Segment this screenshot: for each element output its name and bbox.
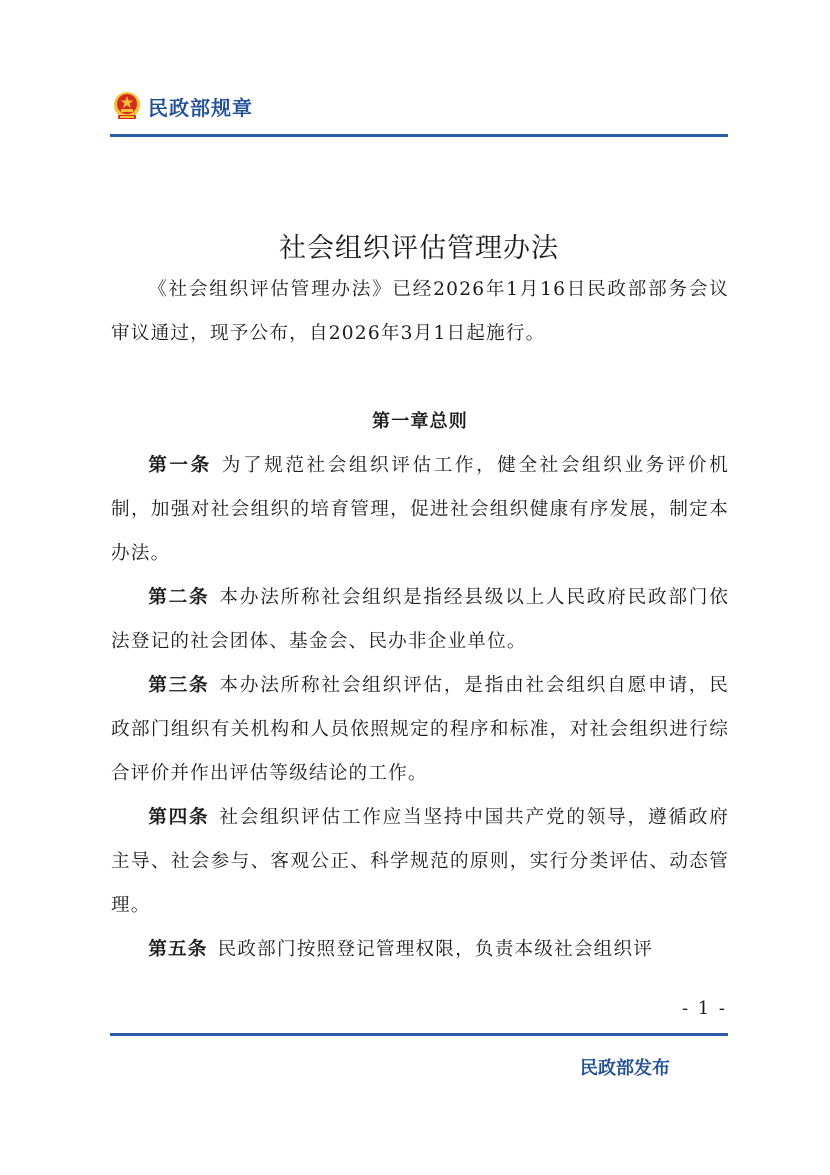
article-4 [111, 796, 729, 928]
article-label: 第二条 [148, 587, 210, 608]
article-1 [111, 444, 729, 576]
header [112, 88, 253, 124]
header-title: 民政部规章 [148, 95, 253, 120]
article-label: 第四条 [148, 807, 210, 828]
article-label: 第三条 [148, 675, 210, 696]
national-emblem-icon [112, 91, 142, 121]
article-5 [111, 928, 729, 972]
document-body [111, 268, 729, 972]
document-title: 社会组织评估管理办法 [279, 233, 559, 264]
chapter-heading: 第一章总则 [372, 411, 468, 432]
article-label: 第一条 [148, 455, 212, 476]
article-text: 社会组织评估工作应当坚持中国共产党的领导，遵循政府主导、社会参与、客观公正、科学规范的原则，实行分类评估、动态管理。 [111, 807, 729, 916]
article-text: 民政部门按照登记管理权限，负责本级社会组织评 [217, 939, 654, 960]
page-number: - 1 - [681, 998, 727, 1019]
header-divider [110, 134, 728, 137]
article-2 [111, 576, 729, 664]
footer-publisher: 民政部发布 [580, 1058, 670, 1079]
article-text: 本办法所称社会组织评估，是指由社会组织自愿申请，民政部门组织有关机构和人员依照规定的程序和标准，对社会组织进行综合评价并作出评估等级结论的工作。 [111, 675, 729, 784]
intro-paragraph: 《社会组织评估管理办法》已经2026年1月16日民政部部务会议审议通过，现予公布，自2026年3月1日起施行。 [111, 279, 729, 344]
article-label: 第五条 [148, 939, 208, 960]
article-text: 为了规范社会组织评估工作，健全社会组织业务评价机制，加强对社会组织的培育管理，促进社会组织健康有序发展，制定本办法。 [111, 455, 729, 564]
article-3 [111, 664, 729, 796]
footer-divider [110, 1033, 728, 1036]
article-text: 本办法所称社会组织是指经县级以上人民政府民政部门依法登记的社会团体、基金会、民办非企业单位。 [111, 587, 729, 652]
